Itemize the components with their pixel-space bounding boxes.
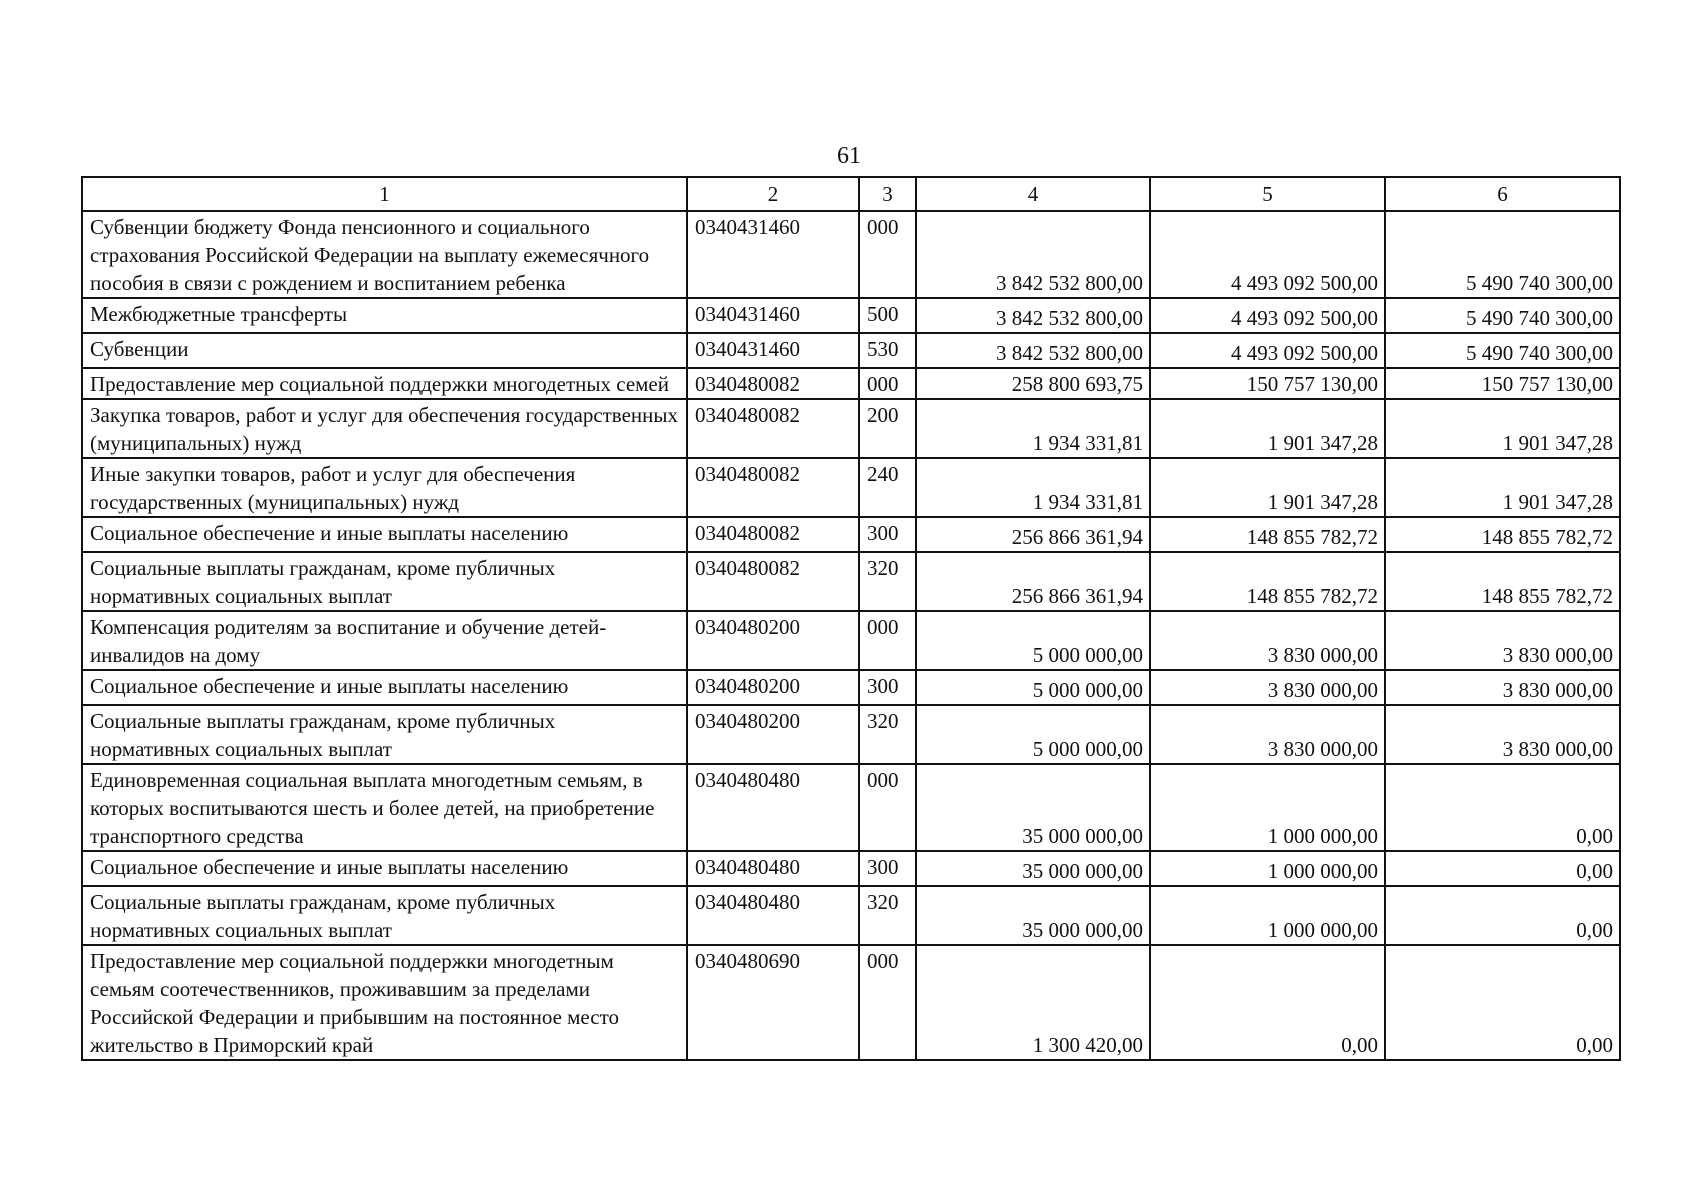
row-name: Социальные выплаты гражданам, кроме публичных нормативных социальных выплат	[82, 552, 687, 611]
row-target-code: 0340480690	[687, 945, 859, 1060]
row-amount-col4: 35 000 000,00	[916, 886, 1150, 945]
table-row	[82, 851, 1620, 886]
row-expense-type: 530	[859, 333, 916, 368]
row-amount-col5: 1 000 000,00	[1150, 764, 1385, 851]
row-amount-col6: 3 830 000,00	[1385, 611, 1620, 670]
row-amount-col4: 1 934 331,81	[916, 399, 1150, 458]
row-amount-col4: 1 300 420,00	[916, 945, 1150, 1060]
row-expense-type: 320	[859, 705, 916, 764]
column-header: 4	[916, 177, 1150, 211]
table-row	[82, 333, 1620, 368]
column-header: 1	[82, 177, 687, 211]
row-amount-col4: 5 000 000,00	[916, 611, 1150, 670]
row-amount-col4: 35 000 000,00	[916, 764, 1150, 851]
table-row	[82, 458, 1620, 517]
table-row	[82, 552, 1620, 611]
table-row	[82, 764, 1620, 851]
table-row	[82, 517, 1620, 552]
row-target-code: 0340431460	[687, 211, 859, 298]
row-amount-col6: 5 490 740 300,00	[1385, 333, 1620, 368]
row-expense-type: 320	[859, 552, 916, 611]
row-amount-col6: 0,00	[1385, 945, 1620, 1060]
row-target-code: 0340480480	[687, 851, 859, 886]
row-target-code: 0340431460	[687, 298, 859, 333]
page-number: 61	[837, 143, 861, 169]
row-amount-col5: 1 000 000,00	[1150, 886, 1385, 945]
row-target-code: 0340480082	[687, 552, 859, 611]
row-amount-col6: 0,00	[1385, 886, 1620, 945]
column-header: 3	[859, 177, 916, 211]
row-amount-col4: 5 000 000,00	[916, 670, 1150, 705]
row-amount-col6: 148 855 782,72	[1385, 552, 1620, 611]
row-amount-col4: 256 866 361,94	[916, 517, 1150, 552]
row-amount-col5: 3 830 000,00	[1150, 611, 1385, 670]
row-amount-col5: 0,00	[1150, 945, 1385, 1060]
row-amount-col6: 0,00	[1385, 851, 1620, 886]
column-header: 5	[1150, 177, 1385, 211]
row-amount-col4: 35 000 000,00	[916, 851, 1150, 886]
row-amount-col5: 1 000 000,00	[1150, 851, 1385, 886]
row-name: Компенсация родителям за воспитание и обучение детей-инвалидов на дому	[82, 611, 687, 670]
row-amount-col4: 5 000 000,00	[916, 705, 1150, 764]
row-amount-col4: 258 800 693,75	[916, 368, 1150, 399]
row-expense-type: 000	[859, 611, 916, 670]
row-name: Социальное обеспечение и иные выплаты населению	[82, 517, 687, 552]
row-amount-col5: 1 901 347,28	[1150, 458, 1385, 517]
row-amount-col6: 150 757 130,00	[1385, 368, 1620, 399]
row-amount-col6: 3 830 000,00	[1385, 670, 1620, 705]
row-expense-type: 200	[859, 399, 916, 458]
row-target-code: 0340480200	[687, 611, 859, 670]
row-target-code: 0340480082	[687, 368, 859, 399]
table-row	[82, 611, 1620, 670]
row-name: Социальные выплаты гражданам, кроме публичных нормативных социальных выплат	[82, 705, 687, 764]
row-target-code: 0340480200	[687, 705, 859, 764]
row-target-code: 0340480480	[687, 886, 859, 945]
table-row	[82, 298, 1620, 333]
row-amount-col5: 150 757 130,00	[1150, 368, 1385, 399]
column-header: 6	[1385, 177, 1620, 211]
row-name: Предоставление мер социальной поддержки многодетным семьям соотечественников, проживавшим за пределами Российской Федерации и прибывшим на постоянное место жительство в Приморский край	[82, 945, 687, 1060]
row-amount-col4: 3 842 532 800,00	[916, 333, 1150, 368]
row-amount-col5: 4 493 092 500,00	[1150, 211, 1385, 298]
row-amount-col6: 1 901 347,28	[1385, 399, 1620, 458]
row-amount-col4: 3 842 532 800,00	[916, 298, 1150, 333]
row-name: Социальные выплаты гражданам, кроме публичных нормативных социальных выплат	[82, 886, 687, 945]
table-row	[82, 670, 1620, 705]
table-row	[82, 211, 1620, 298]
row-amount-col5: 3 830 000,00	[1150, 670, 1385, 705]
budget-table	[81, 176, 1621, 1061]
row-name: Социальное обеспечение и иные выплаты населению	[82, 851, 687, 886]
row-amount-col6: 3 830 000,00	[1385, 705, 1620, 764]
row-amount-col6: 5 490 740 300,00	[1385, 211, 1620, 298]
row-name: Иные закупки товаров, работ и услуг для обеспечения государственных (муниципальных) нужд	[82, 458, 687, 517]
row-target-code: 0340480480	[687, 764, 859, 851]
table-row	[82, 399, 1620, 458]
row-name: Субвенции	[82, 333, 687, 368]
row-expense-type: 000	[859, 764, 916, 851]
row-amount-col4: 256 866 361,94	[916, 552, 1150, 611]
row-amount-col6: 0,00	[1385, 764, 1620, 851]
row-amount-col5: 3 830 000,00	[1150, 705, 1385, 764]
row-expense-type: 000	[859, 945, 916, 1060]
row-amount-col6: 148 855 782,72	[1385, 517, 1620, 552]
row-amount-col6: 1 901 347,28	[1385, 458, 1620, 517]
row-amount-col5: 4 493 092 500,00	[1150, 333, 1385, 368]
table-row	[82, 368, 1620, 399]
row-target-code: 0340480082	[687, 458, 859, 517]
column-header: 2	[687, 177, 859, 211]
row-target-code: 0340431460	[687, 333, 859, 368]
table-header-row	[82, 177, 1620, 211]
row-name: Межбюджетные трансферты	[82, 298, 687, 333]
row-expense-type: 300	[859, 517, 916, 552]
row-name: Социальное обеспечение и иные выплаты населению	[82, 670, 687, 705]
row-amount-col5: 1 901 347,28	[1150, 399, 1385, 458]
row-amount-col4: 1 934 331,81	[916, 458, 1150, 517]
row-name: Единовременная социальная выплата многодетным семьям, в которых воспитываются шесть и более детей, на приобретение транспортного средства	[82, 764, 687, 851]
row-expense-type: 240	[859, 458, 916, 517]
row-expense-type: 320	[859, 886, 916, 945]
row-name: Предоставление мер социальной поддержки многодетных семей	[82, 368, 687, 399]
row-name: Субвенции бюджету Фонда пенсионного и социального страхования Российской Федерации на выплату ежемесячного пособия в связи с рождением и воспитанием ребенка	[82, 211, 687, 298]
row-amount-col4: 3 842 532 800,00	[916, 211, 1150, 298]
row-target-code: 0340480082	[687, 399, 859, 458]
row-amount-col5: 148 855 782,72	[1150, 517, 1385, 552]
table-row	[82, 945, 1620, 1060]
row-amount-col5: 4 493 092 500,00	[1150, 298, 1385, 333]
row-expense-type: 300	[859, 670, 916, 705]
table-row	[82, 886, 1620, 945]
row-expense-type: 500	[859, 298, 916, 333]
row-amount-col6: 5 490 740 300,00	[1385, 298, 1620, 333]
row-expense-type: 000	[859, 368, 916, 399]
row-name: Закупка товаров, работ и услуг для обеспечения государственных (муниципальных) нужд	[82, 399, 687, 458]
table-row	[82, 705, 1620, 764]
row-expense-type: 300	[859, 851, 916, 886]
row-target-code: 0340480200	[687, 670, 859, 705]
row-amount-col5: 148 855 782,72	[1150, 552, 1385, 611]
row-expense-type: 000	[859, 211, 916, 298]
row-target-code: 0340480082	[687, 517, 859, 552]
